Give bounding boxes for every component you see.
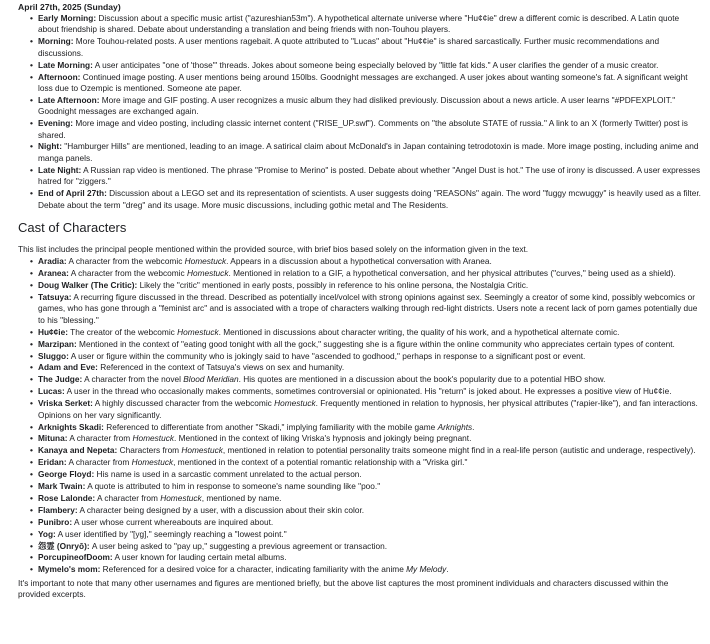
cast-name: George Floyd:: [38, 469, 95, 480]
cast-bio: A character from: [95, 492, 161, 503]
cast-name: PorcupineofDoom:: [38, 552, 113, 563]
cast-bio-italic: Homestuck: [132, 433, 175, 444]
cast-item: [38, 529, 702, 540]
list-item: [38, 118, 702, 141]
cast-name: Flambery:: [38, 504, 78, 515]
cast-bio: A user identified by "[yg]," seemingly reaching a "lowest point.": [55, 528, 287, 539]
timeline-text: A user anticipates "one of 'those'" threads. Jokes about someone being especially beloved by "little fat kids." A user clarifies the gender of a music creator.: [92, 59, 659, 70]
cast-item: [38, 351, 702, 362]
cast-bio: A user known for lauding certain metal albums.: [112, 552, 287, 563]
cast-bio: His name is used in a sarcastic comment unrelated to the actual person.: [94, 469, 362, 480]
cast-item: [38, 339, 702, 350]
cast-item: [38, 280, 702, 291]
list-item: [38, 36, 702, 59]
timeline-text: More image and GIF posting. A user recognizes a music album they had disliked previously. Discussion about a news article. A user learns "#PDFEXPLOIT." Goodnight messages are exchanged again.: [38, 94, 676, 117]
cast-item: [38, 398, 702, 421]
cast-bio: A character from the novel: [82, 374, 184, 385]
cast-item: [38, 256, 702, 267]
cast-name: 怨霊 (Onryō):: [38, 540, 90, 551]
cast-item: [38, 469, 702, 480]
cast-item: [38, 292, 702, 326]
timeline-list: [18, 13, 702, 211]
cast-bio-italic: Homestuck: [274, 398, 316, 409]
timeline-label: Night:: [38, 141, 62, 152]
cast-bio: Likely the "critic" mentioned in early posts, possibly in reference to his online persona, the Nostalgia Critic.: [137, 280, 529, 291]
cast-bio: Referenced to differentiate from another "Skadi," implying familiarity with the mobile game: [103, 421, 438, 432]
cast-bio: . Mentioned in discussions about character writing, the quality of his work, and a hypothetical alternate comic.: [218, 326, 620, 337]
timeline-text: Discussion about a LEGO set and its representation of scientists. A user suggests doing "REASONs" again. The word "fuggy mcwuggy" is heavily used as a filter. Debate about the term "dreg" and its usage. More music discussions, including gothic metal and The Residents.: [38, 188, 701, 210]
cast-name: Rose Lalonde:: [38, 492, 96, 503]
timeline-label: Evening:: [38, 118, 74, 129]
timeline-label: End of April 27th:: [38, 188, 107, 199]
cast-intro: This list includes the principal people mentioned within the provided source, with brief bios based solely on the information given in the text.: [18, 243, 529, 254]
cast-bio: A character from the webcomic: [66, 256, 185, 267]
cast-bio-italic: Homestuck: [181, 445, 223, 456]
cast-bio: A quote is attributed to him in response to someone's name sounding like "poo.": [85, 481, 381, 492]
cast-bio: A user whose current whereabouts are inquired about.: [72, 516, 274, 527]
cast-name: Arknights Skadi:: [38, 421, 104, 432]
cast-bio-italic: Arknights: [437, 421, 473, 432]
list-item: [38, 13, 702, 36]
cast-item: [38, 517, 702, 528]
timeline-label: Afternoon:: [38, 71, 81, 82]
section-title: Cast of Characters: [18, 219, 127, 235]
cast-item: [38, 541, 702, 552]
timeline-label: Morning:: [38, 36, 74, 47]
cast-item: [38, 481, 702, 492]
cast-name: Sluggo:: [38, 350, 69, 361]
cast-bio-italic: Homestuck: [160, 492, 202, 503]
cast-bio-italic: Homestuck: [184, 256, 227, 267]
cast-name: Vriska Serket:: [38, 398, 93, 409]
cast-name: Adam and Eve:: [38, 362, 98, 373]
cast-bio: , mentioned in relation to potential personality traits someone might find in a real-life person (autistic and underage, respectively).: [222, 445, 696, 456]
cast-item: [38, 327, 702, 338]
cast-item: [38, 433, 702, 444]
cast-item: [38, 493, 702, 504]
cast-bio: . Mentioned in the context of liking Vriska's hypnosis and jokingly being pregnant.: [174, 433, 472, 444]
cast-bio: A user being asked to "pay up," suggesting a previous agreement or transaction.: [89, 540, 388, 551]
cast-name: Aradia:: [38, 256, 67, 267]
timeline-label: Late Afternoon:: [38, 94, 100, 105]
cast-bio: A recurring figure discussed in the thread. Described as potentially incel/volcel with strong opinions against sex. Seemingly a creator of some kind, possibly webcomics or games, who has gone through a "feminist arc" and is associated with a trope of characters walking through red-light districts. Users note a recent lack of porn games potentially due to his "blessing.": [38, 292, 698, 325]
cast-item: [38, 505, 702, 516]
document-page: [18, 0, 702, 601]
cast-outro: It's important to note that many other usernames and figures are mentioned briefly, but the above list captures the most prominent individuals and characters discussed within the provided excerpts.: [18, 577, 669, 600]
cast-bio: A user in the thread who occasionally makes comments, sometimes controversial or opinionated. His "return" is joked about. He expresses a positive view of Hu¢¢ie.: [64, 386, 672, 397]
timeline-label: Late Morning:: [38, 59, 93, 70]
cast-item: [38, 552, 702, 563]
cast-name: Doug Walker (The Critic):: [38, 280, 138, 291]
cast-name: Kanaya and Nepeta:: [38, 445, 118, 456]
cast-list: [18, 256, 702, 575]
cast-bio: A highly discussed character from the webcomic: [92, 398, 275, 409]
cast-name: Tatsuya:: [38, 292, 72, 303]
cast-bio: Referenced for a desired voice for a character, indicating familiarity with the anime: [100, 564, 407, 575]
cast-bio-italic: Homestuck: [186, 268, 229, 279]
cast-name: Mymelo's mom:: [38, 564, 101, 575]
list-item: [38, 141, 702, 164]
cast-bio-italic: My Melody: [406, 564, 447, 575]
cast-name: Yog:: [38, 528, 56, 539]
cast-bio: The creator of the webcomic: [67, 326, 178, 337]
cast-bio: , mentioned by name.: [201, 492, 282, 503]
timeline-text: Discussion about a specific music artist ("azureshian53m"). A hypothetical alternate universe where "Hu¢¢ie" drew a different comic is described. A Latin quote about friendship is shared. Debate about understanding a translation and being friends with non-Touhou players.: [38, 13, 680, 35]
list-item: [38, 60, 702, 71]
cast-bio: A character from: [67, 433, 133, 444]
list-item: [38, 72, 702, 95]
cast-bio-italic: Homestuck: [177, 326, 219, 337]
timeline-label: Late Night:: [38, 164, 82, 175]
cast-bio: Referenced in the context of Tatsuya's views on sex and humanity.: [97, 362, 345, 373]
cast-item: [38, 374, 702, 385]
cast-bio-italic: Blood Meridian: [183, 374, 239, 385]
cast-item: [38, 268, 702, 279]
cast-bio: A user or figure within the community who is jokingly said to have "ascended to godhood," perhaps in response to a significant post or event.: [68, 350, 586, 361]
timeline-text: "Hamburger Hills" are mentioned, leading to an image. A satirical claim about McDonald's in Japan containing tetrodotoxin is made. More image posting, including anime and manga panels.: [38, 141, 699, 163]
cast-item: [38, 445, 702, 456]
date-heading: April 27th, 2025 (Sunday): [18, 2, 121, 12]
cast-bio: .: [446, 564, 449, 575]
cast-name: The Judge:: [38, 374, 83, 385]
cast-name: Lucas:: [38, 386, 65, 397]
timeline-label: Early Morning:: [38, 13, 97, 23]
cast-name: Aranea:: [38, 268, 69, 279]
cast-bio: Characters from: [117, 445, 182, 456]
cast-bio: A character from: [66, 457, 132, 468]
timeline-text: More image and video posting, including classic internet content ("RISE_UP.swf"). Comments on "the absolute STATE of russia." A link to an X (formerly Twitter) post is shared.: [38, 118, 688, 140]
cast-bio: A character from the webcomic: [68, 268, 187, 279]
timeline-text: Continued image posting. A user mentions being around 150lbs. Goodnight messages are exchanged. A user jokes about wanting someone's fat. A significant weight loss due to Ozempic is mentioned. Someone ate paper.: [38, 71, 688, 93]
cast-name: Punibro:: [38, 516, 73, 527]
cast-name: Marzipan:: [38, 338, 77, 349]
cast-bio: Mentioned in the context of "eating good tonight with all the gock," suggesting she is a figure within the online community who appreciates certain types of content.: [76, 338, 675, 349]
list-item: [38, 165, 702, 188]
cast-name: Mituna:: [38, 433, 68, 444]
cast-item: [38, 564, 702, 575]
timeline-text: A Russian rap video is mentioned. The phrase "Promise to Merino" is posted. Debate about whether "Angel Dust is hot." The use of irony is discussed. A user expresses hatred for "ziggers.": [38, 164, 701, 187]
cast-bio: . Frequently mentioned in relation to hypnosis, her physical attributes ("rapier-like"), and fan interactions. Opinions on her vary significantly.: [38, 398, 698, 420]
timeline-text: More Touhou-related posts. A user mentions ragebait. A quote attributed to "Lucas" about "Hu¢¢ie" is shared sarcastically. Further music recommendations and discussions.: [38, 36, 660, 58]
cast-name: Mark Twain:: [38, 481, 86, 492]
cast-name: Hu¢¢ie:: [38, 326, 68, 337]
cast-item: [38, 362, 702, 373]
cast-bio: . Mentioned in relation to a GIF, a hypothetical conversation, and her physical attributes ("curves," being used as a shield).: [228, 268, 676, 279]
cast-bio-italic: Homestuck: [131, 457, 174, 468]
cast-item: [38, 422, 702, 433]
cast-item: [38, 386, 702, 397]
cast-item: [38, 457, 702, 468]
cast-bio: .: [472, 421, 475, 432]
cast-bio: A character being designed by a user, with a discussion about their skin color.: [77, 504, 365, 515]
list-item: [38, 188, 702, 211]
cast-bio: . His quotes are mentioned in a discussion about the book's popularity due to a potential HBO show.: [238, 374, 606, 385]
cast-name: Eridan:: [38, 457, 67, 468]
cast-bio: , mentioned in the context of a potential romantic relationship with a "Vriska girl.": [173, 457, 468, 468]
list-item: [38, 95, 702, 118]
cast-bio: . Appears in a discussion about a hypothetical conversation with Aranea.: [226, 256, 492, 267]
